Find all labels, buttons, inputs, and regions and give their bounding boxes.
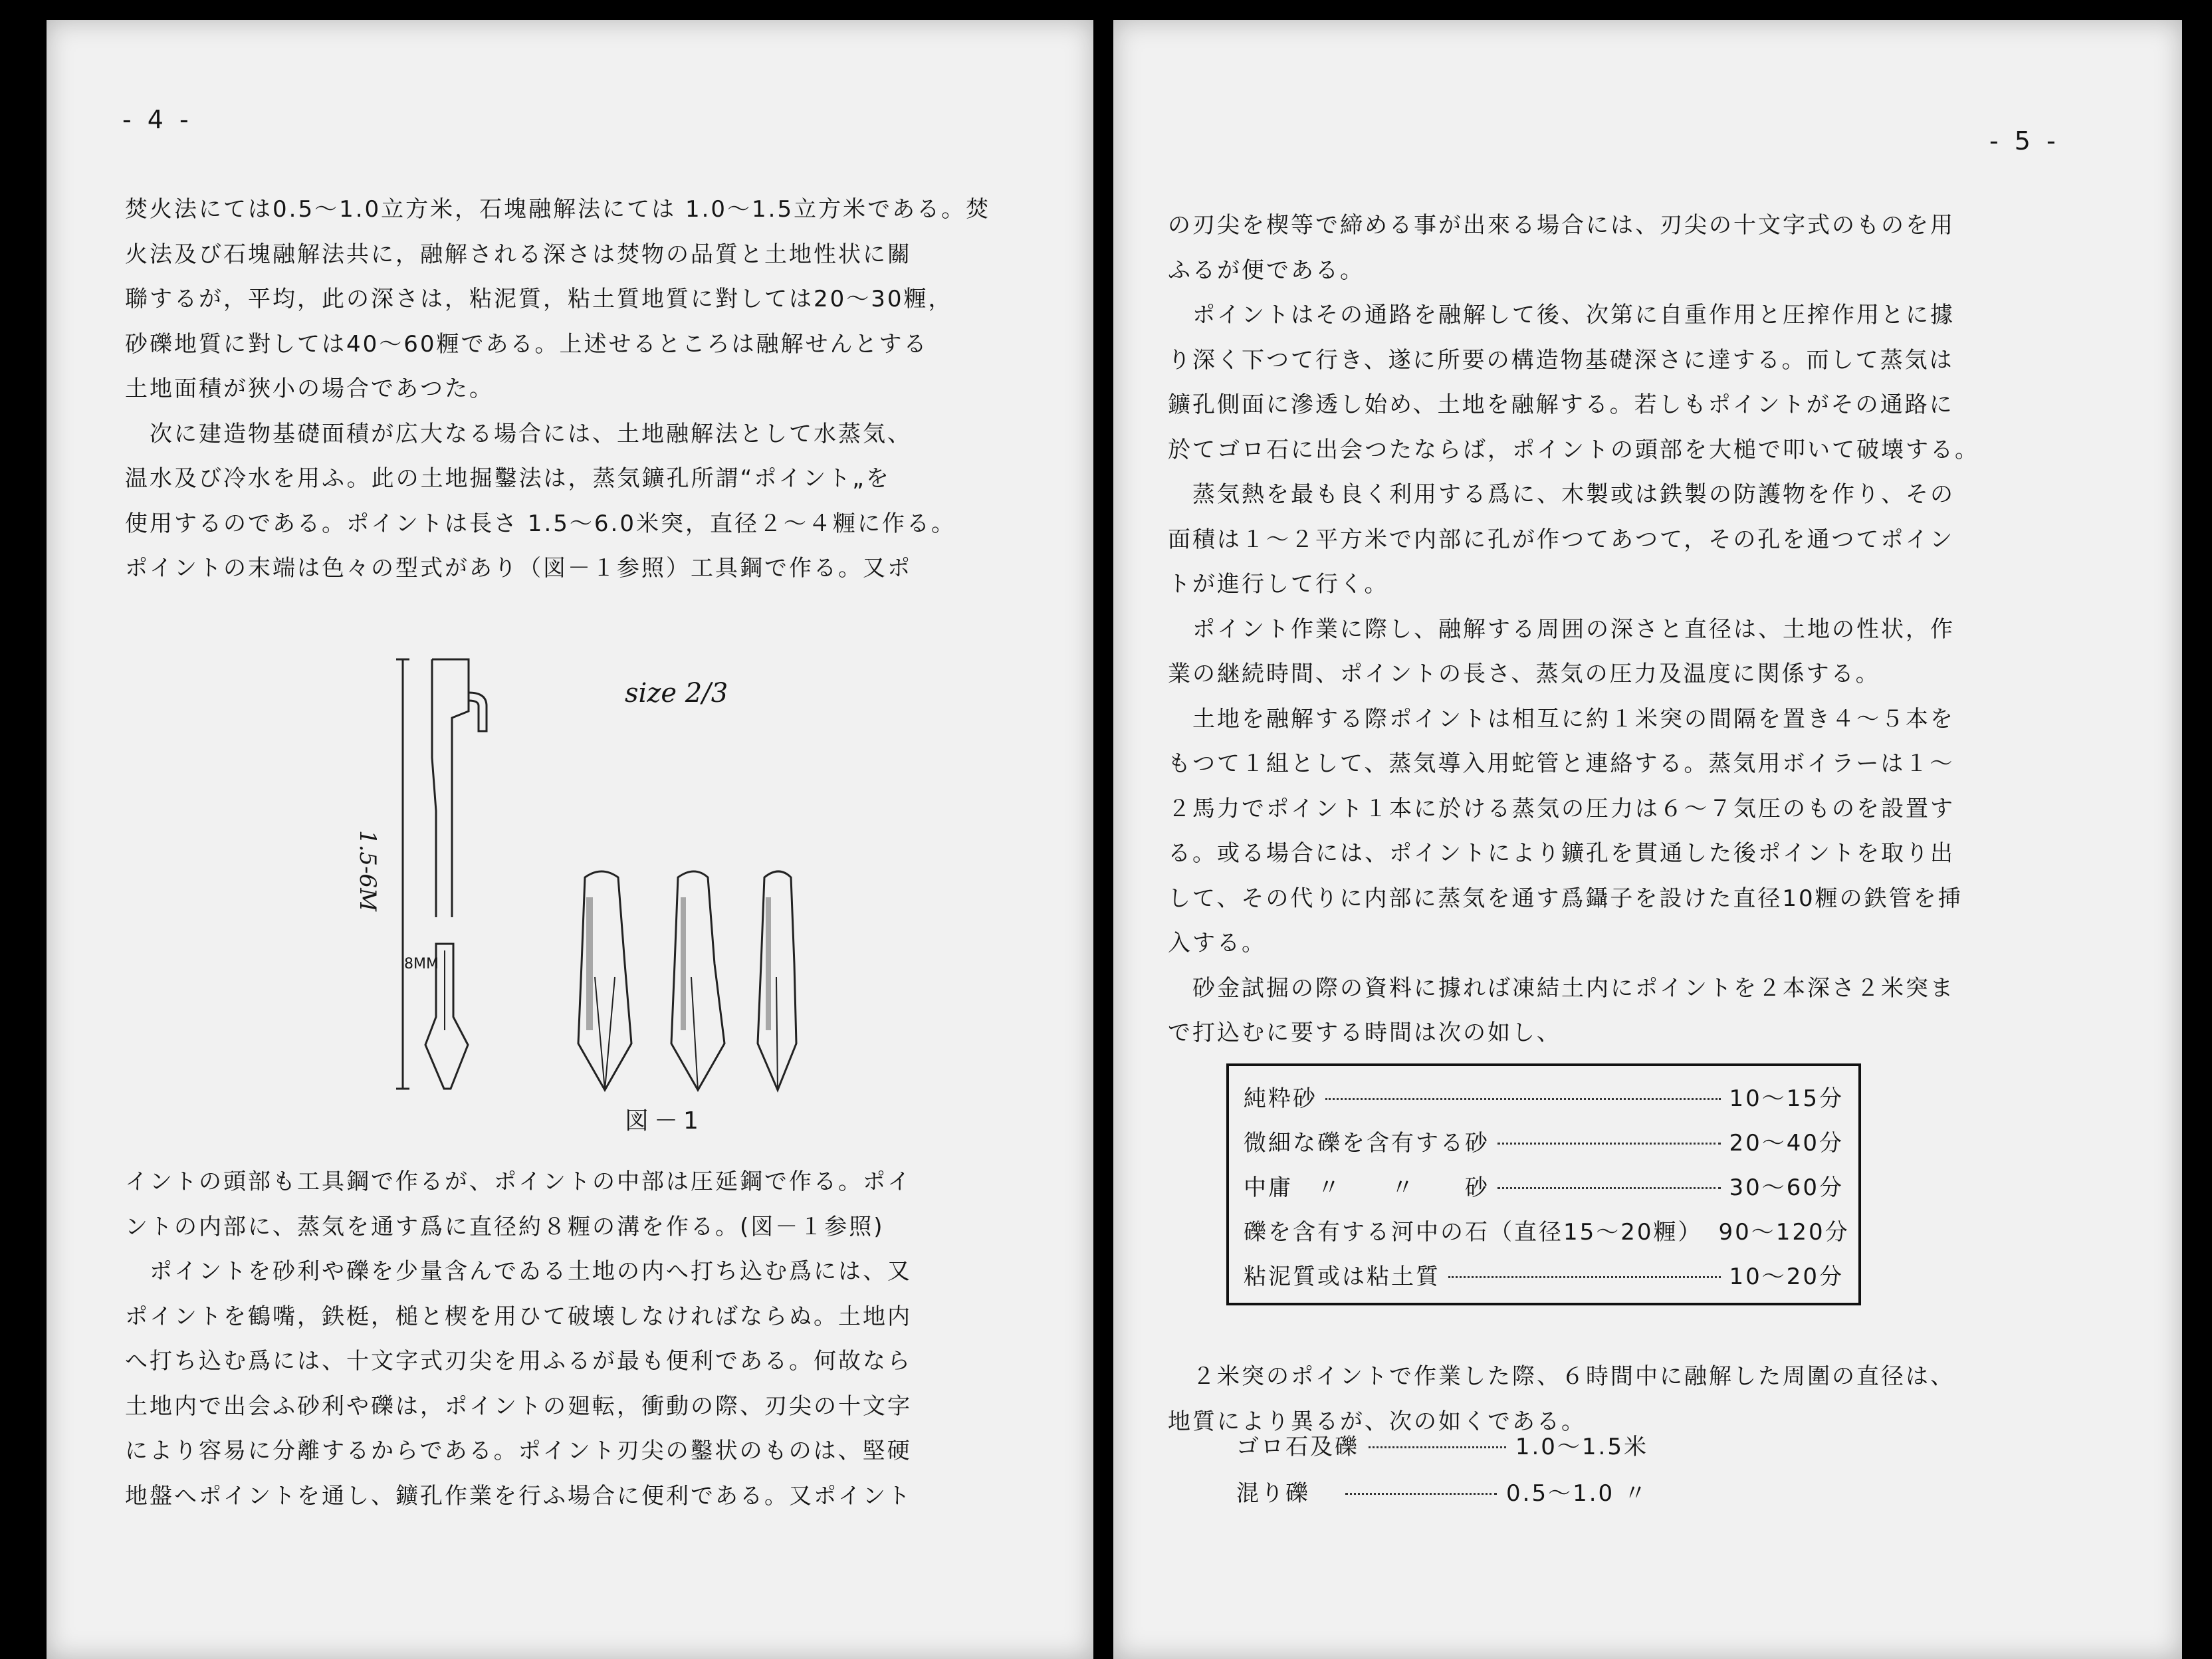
text-line: 入する。 [1168, 930, 1266, 956]
item-value: 1.0～1.5米 [1515, 1433, 1648, 1460]
text-line: 砂礫地質に對しては40～60糎である。上述せるところは融解せんとする [125, 330, 929, 358]
figure-size-note: size 2/3 [625, 678, 728, 709]
text-line: 面積は１～２平方米で内部に孔が作つてあつて，その孔を通つてポイン [1168, 526, 1955, 553]
text-line: 土地を融解する際ポイントは相互に約１米突の間隔を置き４～５本を [1168, 705, 1955, 732]
right-body-text [1168, 203, 1979, 1056]
leader-dots [1369, 1446, 1506, 1448]
page-number-left: - 4 - [122, 105, 193, 134]
page-number-right: - 5 - [1989, 126, 2060, 156]
text-line: ポイントはその通路を融解して後、次第に自重作用と圧搾作用とに據 [1168, 302, 1955, 328]
text-line: ポイントを砂利や礫を少量含んでゐる土地の内へ打ち込む爲には、又 [125, 1258, 912, 1285]
text-line: へ打ち込む爲には、十文字式刃尖を用ふるが最も便利である。何故なら [125, 1348, 912, 1375]
text-line: 温水及び冷水を用ふ。此の土地掘鑿法は，蒸気鑛孔所謂“ポイント„を [125, 465, 891, 492]
text-line: 次に建造物基礎面積が広大なる場合には、土地融解法として水蒸気、 [125, 420, 912, 447]
table-row [1244, 1074, 1844, 1119]
text-line: 地質により異るが、次の如くである。 [1168, 1408, 1586, 1435]
row-label: 微細な礫を含有する砂 [1244, 1130, 1490, 1157]
text-line: 地盤へポイントを通し、鑛孔作業を行ふ場合に便利である。又ポイント [125, 1482, 912, 1509]
row-value: 20～40分 [1729, 1130, 1844, 1157]
text-line: る。或る場合には、ポイントにより鑛孔を貫通した後ポイントを取り出 [1168, 840, 1955, 867]
text-line: 砂金試掘の際の資料に據れば凍結土内にポイントを２本深さ２米突ま [1168, 974, 1955, 1002]
text-line: 於てゴロ石に出会つたならば，ポイントの頭部を大槌で叩いて破壊する。 [1168, 436, 1979, 463]
text-line: 焚火法にては0.5～1.0立方米，石塊融解法にては 1.0～1.5立方米である。焚 [125, 196, 991, 223]
table-row [1244, 1163, 1844, 1208]
text-line: ふるが便である。 [1168, 257, 1365, 284]
table-row [1244, 1119, 1844, 1163]
text-line: ポイントの末端は色々の型式があり（図－１参照）工具鋼で作る。又ポ [125, 555, 912, 582]
text-line: ポイントを鶴嘴，鉄梃，槌と楔を用ひて破壊しなければならぬ。土地内 [125, 1303, 912, 1330]
text-line: ポイント作業に際し、融解する周囲の深さと直径は、土地の性状，作 [1168, 615, 1955, 643]
text-line: 業の継続時間、ポイントの長さ、蒸気の圧力及温度に関係する。 [1168, 661, 1880, 687]
text-line: 火法及び石塊融解法共に，融解される深さは焚物の品質と土地性状に關 [125, 241, 912, 268]
text-line: トが進行して行く。 [1168, 571, 1389, 598]
leader-dots [1497, 1143, 1721, 1145]
text-line: ントの内部に、蒸気を通す爲に直径約８糎の溝を作る。(図－１参照) [125, 1213, 885, 1240]
figure-caption: 図－1 [625, 1107, 704, 1135]
table-row [1244, 1252, 1844, 1297]
leader-dots [1448, 1276, 1721, 1278]
text-line: り深く下つて行き、遂に所要の構造物基礎深さに達する。而して蒸気は [1168, 346, 1954, 374]
item-label: 混り礫 [1236, 1480, 1310, 1507]
row-label: 礫を含有する河中の石（直径15～20糎） [1244, 1219, 1703, 1246]
right-page [1113, 20, 2182, 1659]
diameter-list [1236, 1421, 1648, 1514]
text-line: して、その代りに内部に蒸気を通す爲鑷子を設けた直径10糎の鉄管を挿 [1168, 885, 1963, 912]
figure-diameter-label: 8MM [404, 956, 439, 972]
left-bottom-text [125, 1160, 912, 1519]
text-line: 土地内で出会ふ砂利や礫は，ポイントの廻転，衝動の際、刃尖の十文字 [125, 1392, 912, 1420]
item-label: ゴロ石及礫 [1236, 1433, 1359, 1460]
row-value: 10～15分 [1729, 1085, 1844, 1112]
row-value: 30～60分 [1729, 1174, 1844, 1201]
text-line: 聯するが，平均，此の深さは，粘泥質，粘土質地質に對しては20～30糎， [125, 286, 953, 312]
text-line: 使用するのである。ポイントは長さ 1.5～6.0米突，直径２～４糎に作る。 [125, 510, 956, 537]
left-top-text [125, 187, 990, 592]
text-line: により容易に分離するからである。ポイント刃尖の鑿状のものは、堅硬 [125, 1438, 912, 1464]
list-item [1236, 1421, 1648, 1468]
text-line: もつて１組として、蒸気導入用蛇管と連絡する。蒸気用ボイラーは１～ [1168, 750, 1955, 777]
item-value: 0.5～1.0 〃 [1506, 1480, 1648, 1507]
list-item [1236, 1468, 1648, 1514]
leader-dots [1497, 1187, 1721, 1189]
text-line: 蒸気熱を最も良く利用する爲に、木製或は鉄製の防護物を作り、その [1168, 481, 1955, 508]
text-line: で打込むに要する時間は次の如し、 [1168, 1020, 1561, 1046]
leader-dots [1325, 1098, 1721, 1100]
time-table [1226, 1063, 1861, 1305]
figure-length-label: 1.5-6M [354, 830, 382, 912]
table-row [1244, 1208, 1850, 1252]
leader-dots [1345, 1493, 1497, 1495]
row-label: 中庸 〃 〃 砂 [1244, 1174, 1490, 1201]
text-line: 土地面積が狹小の場合であつた。 [125, 376, 494, 402]
text-line: ２馬力でポイント１本に於ける蒸気の圧力は６～７気圧のものを設置す [1168, 795, 1955, 822]
row-label: 純粋砂 [1244, 1085, 1317, 1112]
row-label: 粘泥質或は粘土質 [1244, 1264, 1440, 1290]
figure-1 [332, 631, 798, 1143]
row-value: 10～20分 [1729, 1264, 1844, 1290]
left-page [47, 20, 1093, 1659]
row-value: 90～120分 [1718, 1219, 1850, 1246]
text-line: ２米突のポイントで作業した際、６時間中に融解した周圍の直径は、 [1168, 1363, 1955, 1390]
text-line: の刃尖を楔等で締める事が出來る場合には、刃尖の十文字式のものを用 [1168, 212, 1955, 239]
text-line: イントの頭部も工具鋼で作るが、ポイントの中部は圧延鋼で作る。ポイ [125, 1168, 912, 1195]
text-line: 鑛孔側面に滲透し始め、土地を融解する。若しもポイントがその通路に [1168, 391, 1954, 418]
